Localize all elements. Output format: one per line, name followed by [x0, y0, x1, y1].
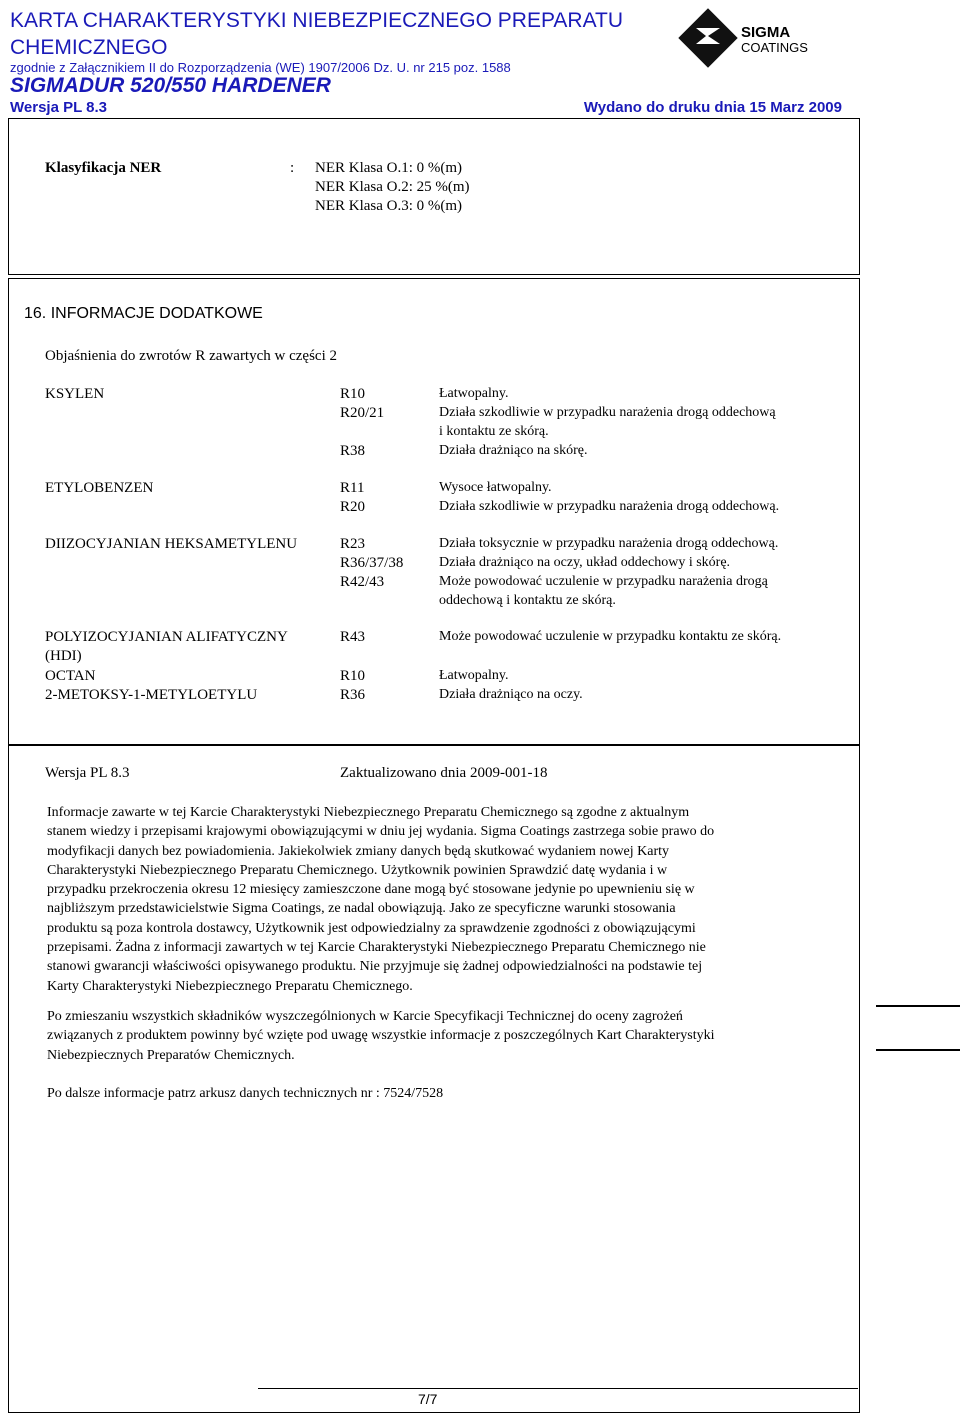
r-phrase-code: R20/21 [340, 405, 385, 421]
footer-version: Wersja PL 8.3 [45, 765, 130, 781]
paragraph-line: Po zmieszaniu wszystkich składników wyszczególnionych w Karcie Specyfikacji Technicznej do oceny zagrożeń [47, 1009, 683, 1024]
r-phrase-description: i kontaktu ze skórą. [439, 424, 549, 439]
r-phrase-description: Wysoce łatwopalny. [439, 480, 552, 495]
classification-box [8, 118, 860, 275]
r-phrase-code: R23 [340, 536, 366, 552]
section-heading: 16. INFORMACJE DODATKOWE [24, 305, 263, 322]
mixing-paragraph [47, 1007, 715, 1065]
paragraph-line: Karty Charakterystyki Niebezpiecznego Preparatu Chemicznego. [47, 978, 413, 994]
page-number-box [258, 1388, 858, 1411]
regulation-reference: zgodnie z Załącznikiem II do Rozporządzenia (WE) 1907/2006 Dz. U. nr 215 poz. 1588 [10, 60, 511, 75]
logo-name: SIGMA [741, 24, 791, 41]
technical-datasheet-reference: Po dalsze informacje patrz arkusz danych technicznych nr : 7524/7528 [47, 1086, 444, 1101]
r-phrase-code: R20 [340, 499, 366, 515]
paragraph-line: Niebezpiecznych Preparatów Chemicznych. [47, 1047, 295, 1063]
r-phrase-code: R43 [340, 629, 366, 645]
margin-line [876, 1049, 960, 1051]
document-title-line2: CHEMICZNEGO [10, 36, 168, 59]
paragraph-line: Informacje zawarte w tej Karcie Charakterystyki Niebezpiecznego Preparatu Chemicznego są zgodne z aktualnym [47, 805, 690, 820]
section-subheading: Objaśnienia do zwrotów R zawartych w części 2 [45, 348, 337, 364]
paragraph-line: związanych z produktem powinny być wzięte pod uwagę wszystkie informacje z poszczególnych Kart Charakterystyki [47, 1028, 715, 1044]
disclaimer-paragraph [47, 803, 714, 996]
r-phrase-description: Działa toksycznie w przypadku narażenia drogą oddechową. [439, 536, 779, 551]
substance-name: POLYIZOCYJANIAN ALIFATYCZNY [45, 629, 288, 645]
r-phrase-description: Może powodować uczulenie w przypadku kontaktu ze skórą. [439, 629, 782, 644]
header-issue-date: Wydano do druku dnia 15 Marz 2009 [583, 99, 842, 116]
classification-colon: : [290, 160, 295, 176]
substance-name: ETYLOBENZEN [45, 480, 154, 496]
substance-name: KSYLEN [45, 386, 105, 402]
product-name: SIGMADUR 520/550 HARDENER [10, 74, 331, 97]
r-phrase-description: Łatwopalny. [439, 386, 509, 401]
r-phrase-description: Działa drażniąco na oczy, układ oddechowy i skórę. [439, 555, 731, 570]
r-phrase-code: R10 [340, 386, 366, 402]
r-phrase-description: Łatwopalny. [439, 668, 509, 683]
substance-name: OCTAN [45, 668, 96, 684]
substance-name: DIIZOCYJANIAN HEKSAMETYLENU [45, 536, 298, 552]
classification-line: NER Klasa O.2: 25 %(m) [315, 179, 470, 195]
classification-label: Klasyfikacja NER [45, 160, 162, 176]
header-version: Wersja PL 8.3 [10, 99, 108, 116]
paragraph-line: produktu są poza kontrola dostawcy, Użytkownik jest odpowiedzialny za sprawdzenie zgodności z obowiązującymi [47, 920, 696, 936]
r-phrase-description: Działa drażniąco na skórę. [439, 443, 588, 458]
r-phrase-code: R36 [340, 687, 366, 703]
logo-subtitle: COATINGS [741, 40, 808, 55]
r-phrase-code: R36/37/38 [340, 555, 404, 571]
substance-name: 2-METOKSY-1-METYLOETYLU [45, 687, 258, 703]
r-phrase-description: oddechową i kontaktu ze skórą. [439, 593, 616, 608]
paragraph-line: przypadku przekroczenia okresu 12 miesięcy zamieszczone dane mogą być stosowane jedynie po upewnieniu się w [47, 882, 695, 898]
r-phrase-code: R11 [340, 480, 365, 496]
classification-line: NER Klasa O.3: 0 %(m) [315, 198, 463, 214]
footer-updated-date: Zaktualizowano dnia 2009-001-18 [340, 765, 548, 781]
paragraph-line: stanowi gwarancji właściwości opisywanego produktu. Nie przyjmuje się żadnej odpowiedzialności na podstawie tej [47, 959, 703, 975]
paragraph-line: Charakterystyki Niebezpiecznego Preparatu Chemicznego. Użytkownik powinien Sprawdzić datę wydania i w [47, 862, 668, 878]
paragraph-line: przepisami. Żadna z informacji zawartych w tej Karcie Charakterystyki Niebezpiecznego Preparatu Chemicznego nie [47, 940, 706, 956]
substance-name: (HDI) [45, 648, 82, 664]
document-title-line1: KARTA CHARAKTERYSTYKI NIEBEZPIECZNEGO PREPARATU [10, 9, 624, 32]
r-phrase-description: Działa drażniąco na oczy. [439, 687, 583, 702]
r-phrase-description: Działa szkodliwie w przypadku narażenia drogą oddechową [439, 405, 776, 420]
page-number: 7/7 [418, 1391, 438, 1407]
paragraph-line: najbliższym przedstawicielstwie Sigma Coatings, ze nadal obowiązują. Jako ze specyficzne warunki stosowania [47, 901, 676, 917]
r-phrase-code: R38 [340, 443, 366, 459]
r-phrase-description: Może powodować uczulenie w przypadku narażenia drogą [439, 574, 768, 589]
paragraph-line: modyfikacji danych bez powiadomienia. Jakiekolwiek zmiany danych będą skutkować wydaniem nowej Karty [47, 843, 670, 859]
r-phrase-description: Działa szkodliwie w przypadku narażenia drogą oddechową. [439, 499, 780, 514]
r-phrase-code: R10 [340, 668, 366, 684]
paragraph-line: stanem wiedzy i przepisami krajowymi obowiązującymi w dniu jej wydania. Sigma Coatings zastrzega sobie prawo do [47, 824, 715, 840]
margin-line [876, 1005, 960, 1007]
classification-line: NER Klasa O.1: 0 %(m) [315, 160, 463, 176]
r-phrase-code: R42/43 [340, 574, 385, 590]
